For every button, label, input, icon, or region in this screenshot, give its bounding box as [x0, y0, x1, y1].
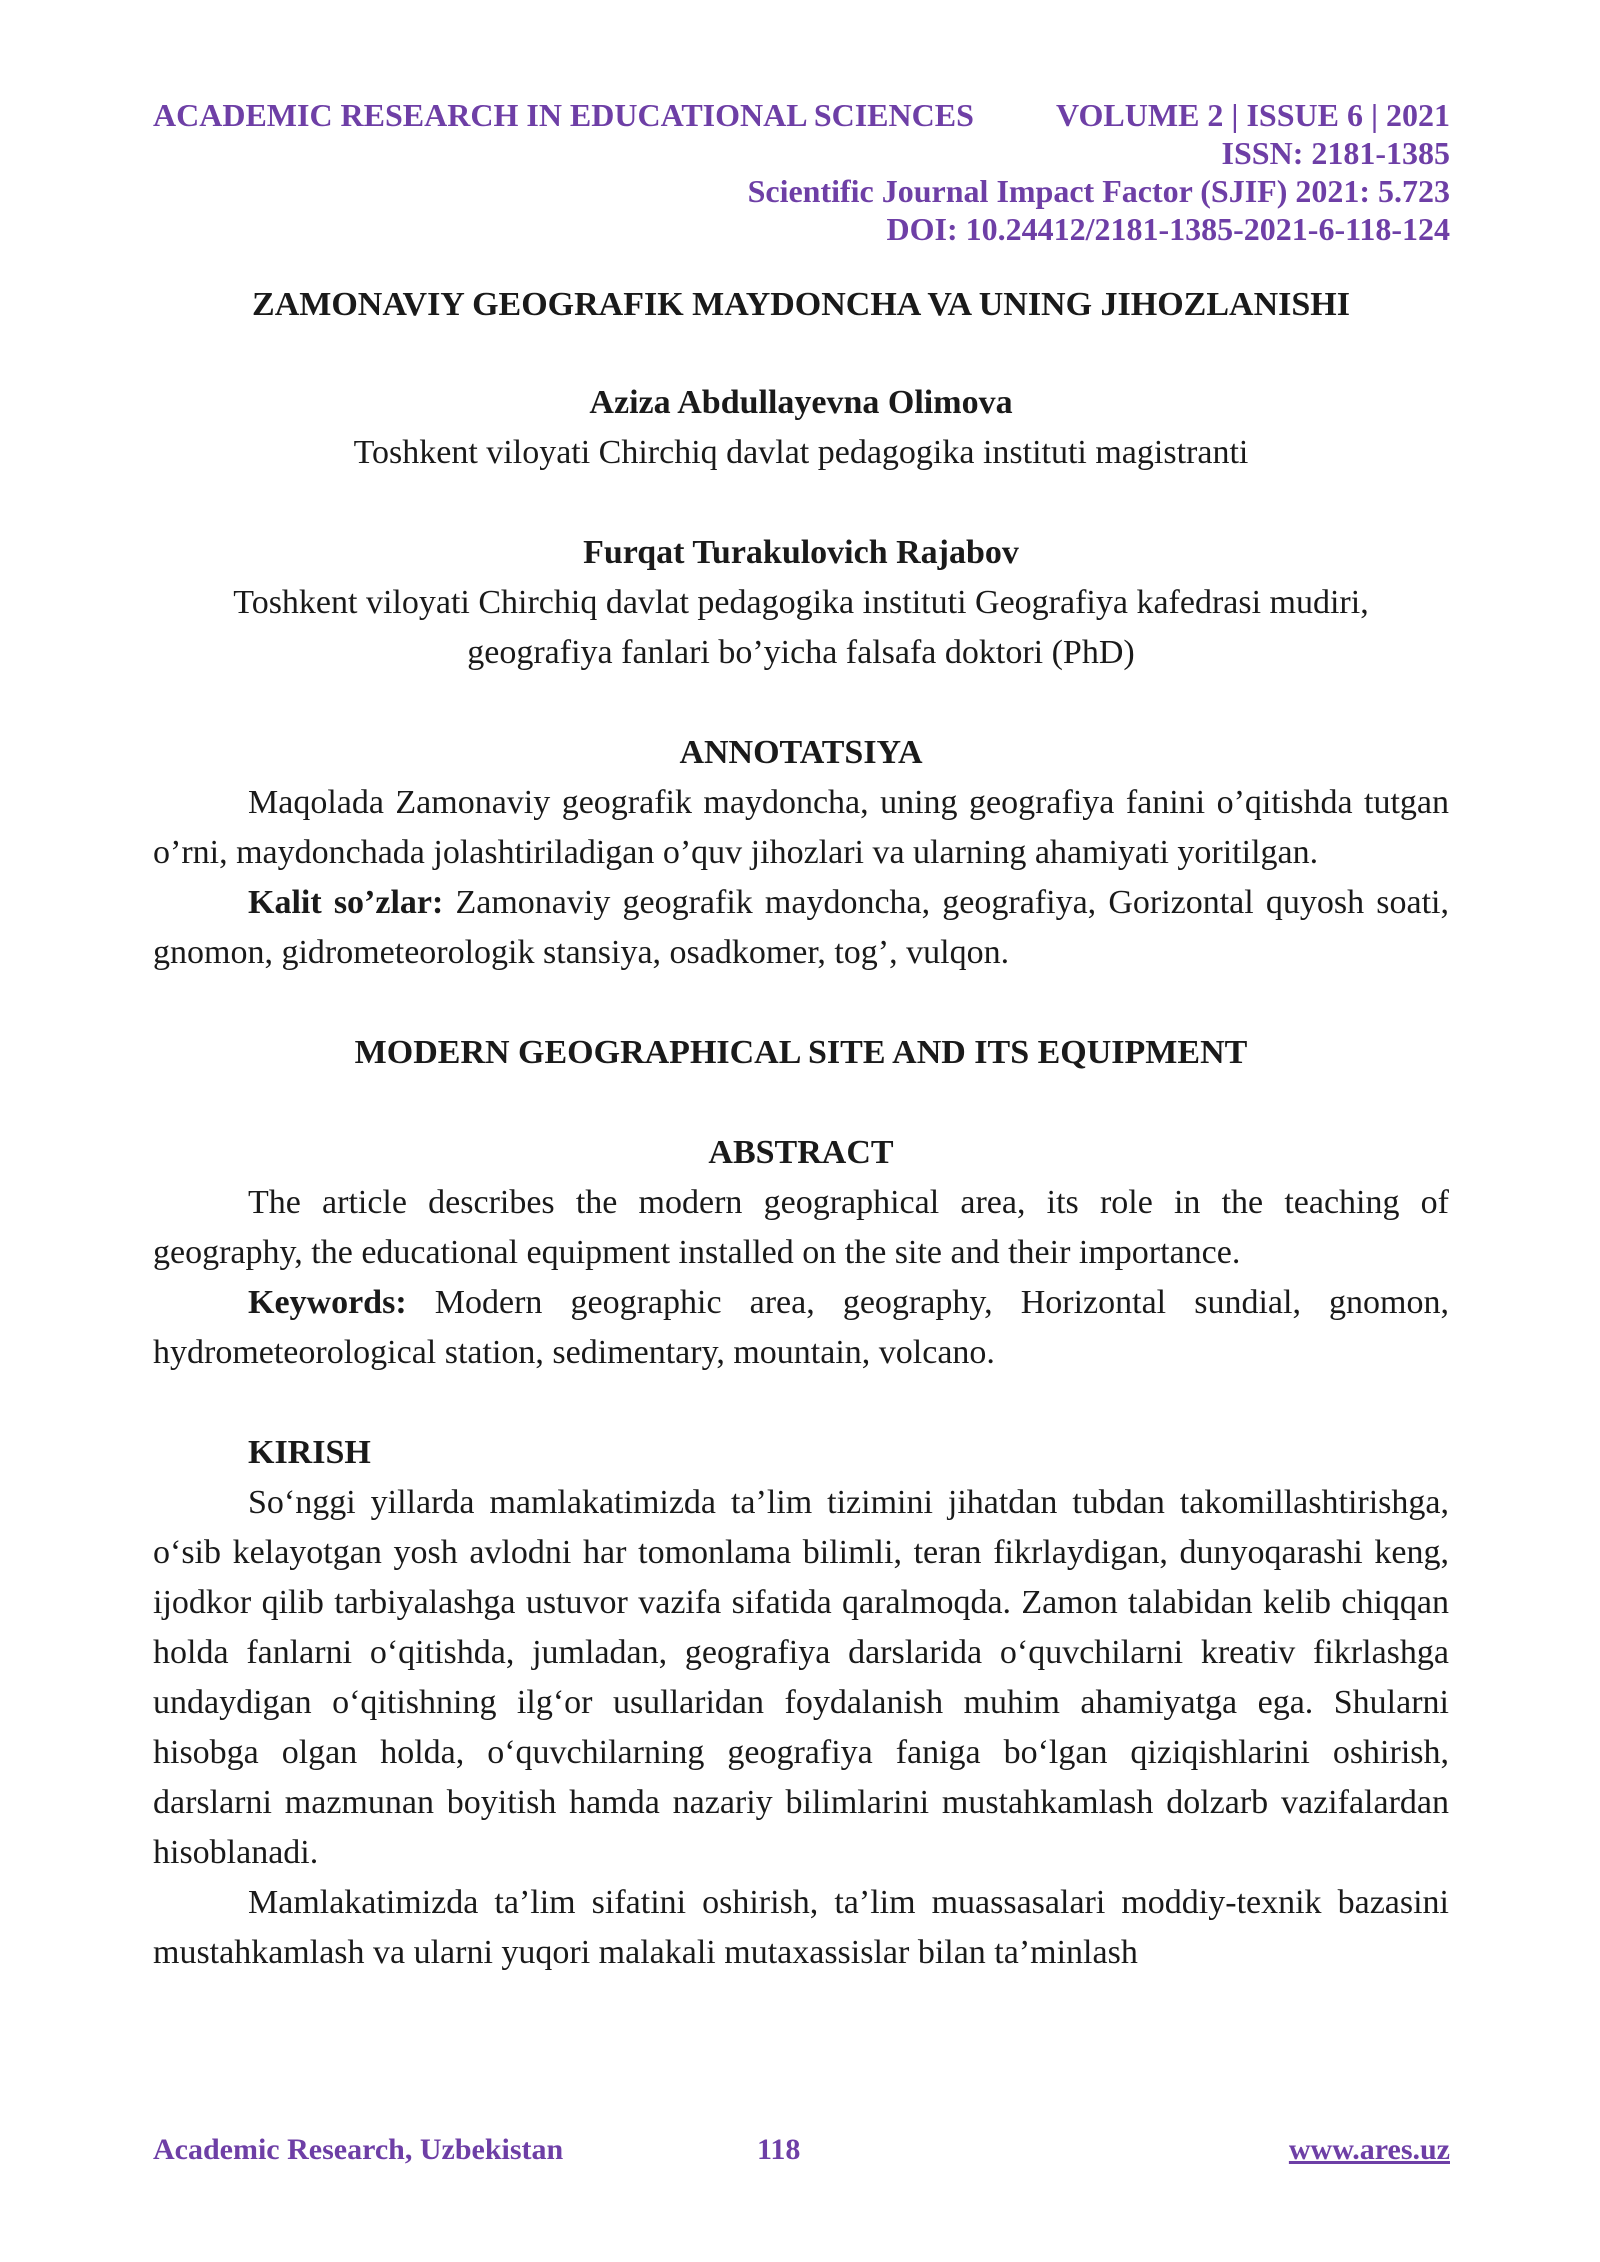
abstract-heading: ABSTRACT — [708, 1134, 894, 1171]
annotation-keywords — [153, 878, 1449, 978]
annotation-keywords-list: Zamonaviy geografik maydoncha, geografiya, Gorizontal quyosh soati, gnomon, gidrometeorologik stansiya, osadkomer, tog’, vulqon. — [153, 884, 1449, 971]
footer-publisher: Academic Research, Uzbekistan — [153, 2133, 564, 2166]
annotation-text: Maqolada Zamonaviy geografik maydoncha, uning geografiya fanini o’qitishda tutgan o’rni, maydonchada jolashtiriladigan o’quv jihozlari va ularning ahamiyati yoritilgan. — [153, 784, 1449, 871]
abstract-keywords-list: Modern geographic area, geography, Horizontal sundial, gnomon, hydrometeorological station, sedimentary, mountain, volcano. — [153, 1284, 1449, 1371]
issn: ISSN: 2181-1385 — [1221, 135, 1450, 171]
author-name-1: Aziza Abdullayevna Olimova — [589, 384, 1013, 421]
volume-issue: VOLUME 2 | ISSUE 6 | 2021 — [1056, 97, 1450, 133]
author-name-2: Furqat Turakulovich Rajabov — [583, 534, 1019, 571]
page-number: 118 — [757, 2133, 801, 2166]
abstract-text: The article describes the modern geographical area, its role in the teaching of geography, the educational equipment installed on the site and their importance. — [153, 1184, 1449, 1271]
annotation-keywords-label: Kalit so’zlar: — [248, 884, 444, 921]
journal-meta — [748, 96, 1450, 248]
journal-name: ACADEMIC RESEARCH IN EDUCATIONAL SCIENCES — [153, 97, 974, 133]
intro-heading: KIRISH — [248, 1434, 371, 1471]
intro-paragraph-1: So‘nggi yillarda mamlakatimizda ta’lim tizimini jihatdan tubdan takomillashtirishga, o‘sib kelayotgan yosh avlodni har tomonlama bilimli, teran fikrlaydigan, dunyoqarashi keng, ijodkor qilib tarbiyalashga ustuvor vazifa sifatida qaralmoqda. Zamon talabidan kelib chiqqan holda fanlarni o‘qitishda, jumladan, geografiya darslarida o‘quvchilarni kreativ fikrlashga undaydigan o‘qitishning ilg‘or usullaridan foydalanish muhim ahamiyatga ega. Shularni hisobga olgan holda, o‘quvchilarning geografiya faniga bo‘lgan qiziqishlarini oshirish, darslarni mazmunan boyitish hamda nazariy bilimlarini mustahkamlash dolzarb vazifalardan hisoblanadi. — [153, 1484, 1449, 1871]
author-affiliation-2b: geografiya fanlari bo’yicha falsafa doktori (PhD) — [467, 634, 1135, 671]
article-title-uz: ZAMONAVIY GEOGRAFIK MAYDONCHA VA UNING JIHOZLANISHI — [252, 286, 1350, 323]
doi: DOI: 10.24412/2181-1385-2021-6-118-124 — [886, 211, 1450, 247]
annotation-heading: ANNOTATSIYA — [679, 734, 923, 771]
footer-website-link[interactable]: www.ares.uz — [1288, 2133, 1450, 2166]
article-body — [153, 280, 1449, 1978]
article-title-en: MODERN GEOGRAPHICAL SITE AND ITS EQUIPMENT — [354, 1034, 1248, 1071]
abstract-keywords-label: Keywords: — [248, 1284, 407, 1321]
abstract-keywords — [153, 1278, 1449, 1378]
intro-paragraph-2: Mamlakatimizda ta’lim sifatini oshirish, ta’lim muassasalari moddiy-texnik bazasini mustahkamlash va ularni yuqori malakali mutaxassislar bilan ta’minlash — [153, 1884, 1449, 1971]
sjif: Scientific Journal Impact Factor (SJIF) 2021: 5.723 — [747, 173, 1450, 209]
author-affiliation-2a: Toshkent viloyati Chirchiq davlat pedagogika instituti Geografiya kafedrasi mudiri, — [233, 584, 1369, 621]
author-affiliation-1: Toshkent viloyati Chirchiq davlat pedagogika instituti magistranti — [353, 434, 1249, 471]
